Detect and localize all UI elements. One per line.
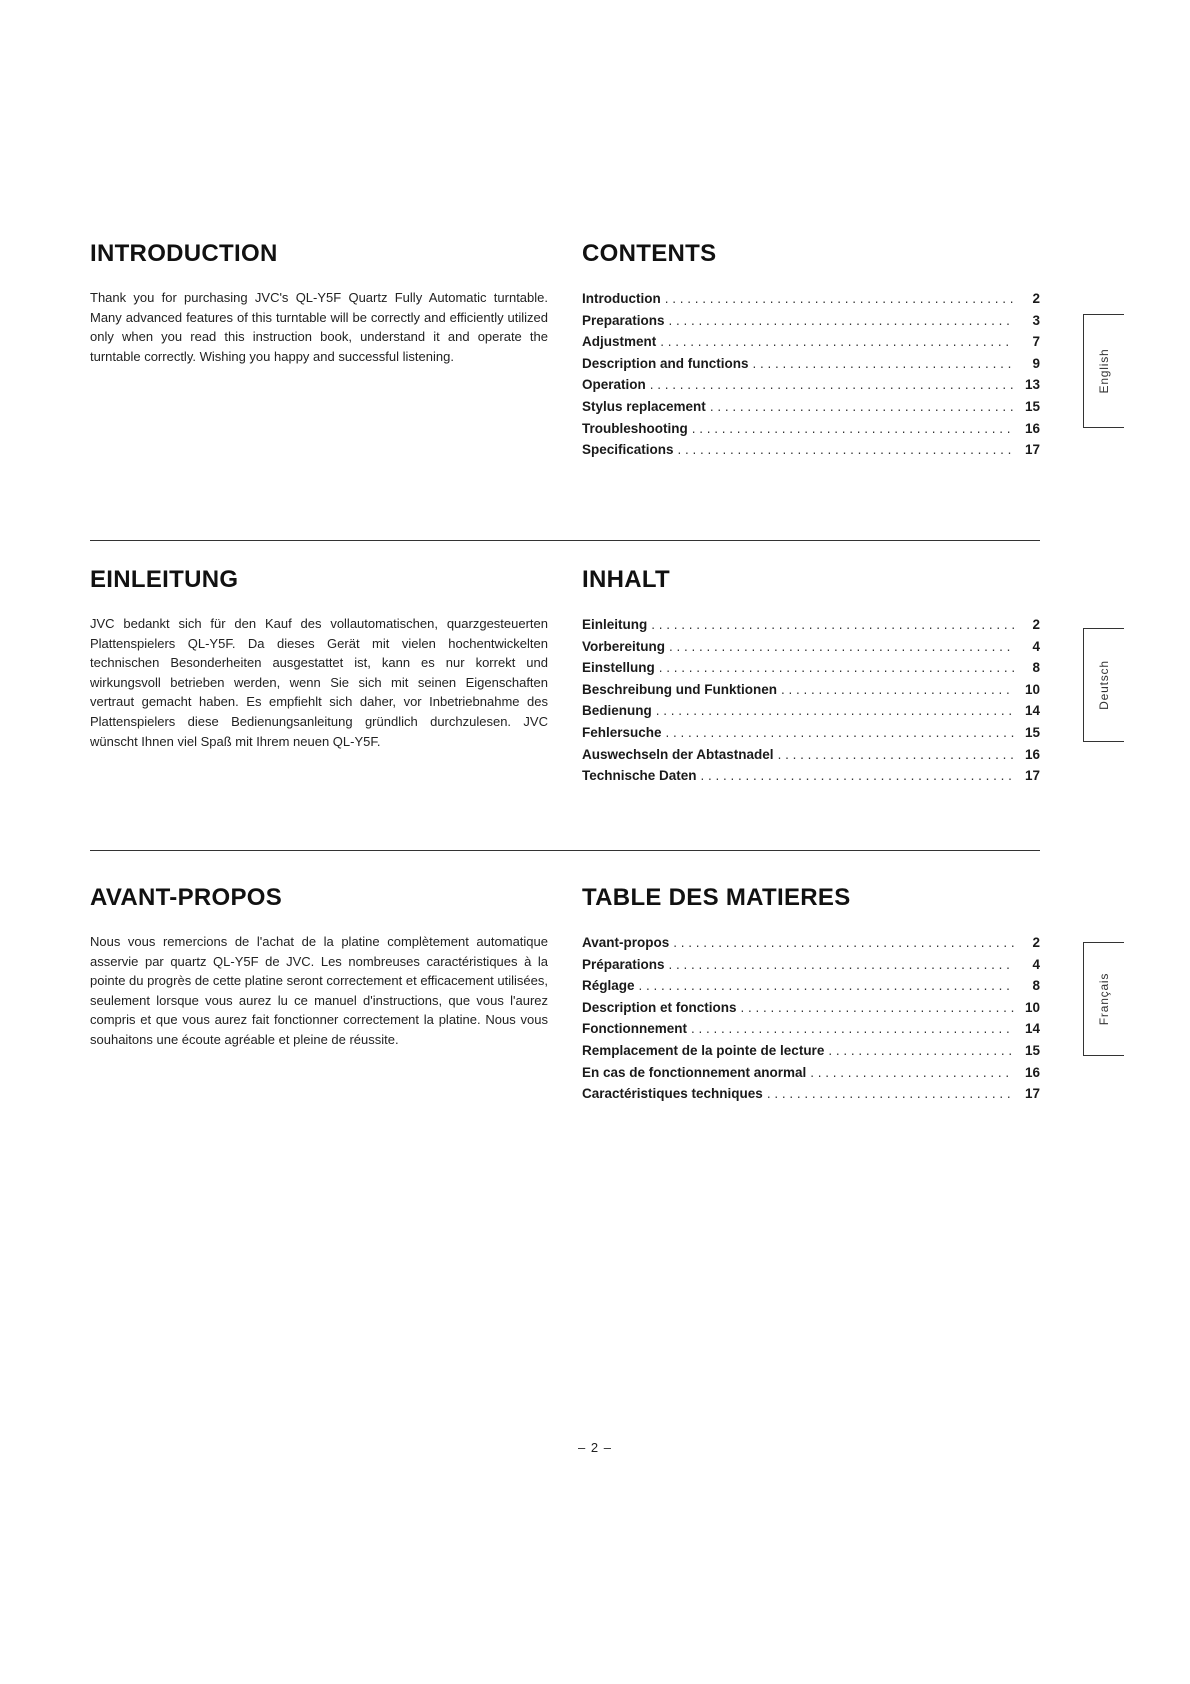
toc-entry[interactable]: Avant-propos . . . 2 xyxy=(582,932,1040,954)
table-des-matieres-heading: TABLE DES MATIERES xyxy=(582,884,851,911)
toc-entry[interactable]: Troubleshooting . . . 16 xyxy=(582,418,1040,440)
toc-entry[interactable]: En cas de fonctionnement anormal . . . 16 xyxy=(582,1062,1040,1084)
toc-entry[interactable]: Stylus replacement . . . 15 xyxy=(582,396,1040,418)
toc-entry[interactable]: Description and functions . . . 9 xyxy=(582,353,1040,375)
table-des-matieres-column xyxy=(582,884,1040,1105)
toc-entry[interactable]: Vorbereitung . . . 4 xyxy=(582,636,1040,658)
inhalt-list xyxy=(582,614,1040,787)
section-divider xyxy=(90,850,1040,851)
toc-entry[interactable]: Remplacement de la pointe de lecture . . . 15 xyxy=(582,1040,1040,1062)
toc-entry[interactable]: Description et fonctions . . . 10 xyxy=(582,997,1040,1019)
toc-entry[interactable]: Einleitung . . . 2 xyxy=(582,614,1040,636)
toc-entry[interactable]: Einstellung . . . 8 xyxy=(582,657,1040,679)
toc-entry[interactable]: Bedienung . . . 14 xyxy=(582,700,1040,722)
page-number: – 2 – xyxy=(578,1440,612,1455)
avant-propos-column xyxy=(90,884,548,1050)
section-divider xyxy=(90,540,1040,541)
language-tab-label: Deutsch xyxy=(1097,660,1111,710)
contents-heading: CONTENTS xyxy=(582,240,717,267)
introduction-column xyxy=(90,240,548,366)
toc-entry[interactable]: Réglage . . . 8 xyxy=(582,975,1040,997)
toc-entry[interactable]: Beschreibung und Funktionen . . . 10 xyxy=(582,679,1040,701)
toc-entry[interactable]: Fonctionnement . . . 14 xyxy=(582,1018,1040,1040)
table-des-matieres-list xyxy=(582,932,1040,1105)
einleitung-text: JVC bedankt sich für den Kauf des vollautomatischen, quarzgesteuerten Plattenspielers QL-Y5F. Da dieses Gerät mit vielen hochentwickelten technischen Besonderheiten ausgestattet ist, kann es nur korrekt und wirkungsvoll betrieben werden, wenn Sie sich mit seinen Eigenschaften vertraut gemacht haben. Es empfiehlt sich daher, vor Inbetriebnahme des Plattenspielers diese Bedienungsanleitung gründlich durchzulesen. JVC wünscht Ihnen viel Spaß mit Ihrem neuen QL-Y5F. xyxy=(90,616,548,749)
einleitung-heading: EINLEITUNG xyxy=(90,566,239,593)
toc-entry[interactable]: Technische Daten . . . 17 xyxy=(582,765,1040,787)
language-tab-label: Français xyxy=(1097,972,1111,1026)
inhalt-heading: INHALT xyxy=(582,566,671,593)
toc-entry[interactable]: Auswechseln der Abtastnadel . . . 16 xyxy=(582,744,1040,766)
toc-entry[interactable]: Adjustment . . . 7 xyxy=(582,331,1040,353)
toc-entry[interactable]: Introduction . . . 2 xyxy=(582,288,1040,310)
language-tab-deutsch[interactable] xyxy=(1083,628,1124,742)
introduction-text: Thank you for purchasing JVC's QL-Y5F Quartz Fully Automatic turntable. Many advanced features of this turntable will be correctly and efficiently utilized only when you read this instruction book, understand it and operate the turntable correctly. Wishing you happy and successful listening. xyxy=(90,290,548,364)
toc-entry[interactable]: Fehlersuche . . . 15 xyxy=(582,722,1040,744)
toc-entry[interactable]: Specifications . . . 17 xyxy=(582,439,1040,461)
avant-propos-text: Nous vous remercions de l'achat de la platine complètement automatique asservie par quartz QL-Y5F de JVC. Les nombreuses caractéristiques à la pointe du progrès de cette platine seront correctement et efficacement utilisées, seulement lorsque vous aurez lu ce manuel d'instructions, que vous l'aurez compris et que vous aurez fait fonctionner correctement la platine. Nous vous souhaitons une écoute agréable et pleine de réussite. xyxy=(90,934,548,1047)
toc-entry[interactable]: Caractéristiques techniques . . . 17 xyxy=(582,1083,1040,1105)
toc-entry[interactable]: Operation . . . 13 xyxy=(582,374,1040,396)
contents-column xyxy=(582,240,1040,461)
language-tab-francais[interactable] xyxy=(1083,942,1124,1056)
avant-propos-heading: AVANT-PROPOS xyxy=(90,884,283,911)
introduction-heading: INTRODUCTION xyxy=(90,240,278,267)
contents-list xyxy=(582,288,1040,461)
einleitung-column xyxy=(90,566,548,751)
language-tab-label: English xyxy=(1097,348,1111,394)
toc-entry[interactable]: Préparations . . . 4 xyxy=(582,954,1040,976)
toc-entry[interactable]: Preparations . . . 3 xyxy=(582,310,1040,332)
inhalt-column xyxy=(582,566,1040,787)
language-tab-english[interactable] xyxy=(1083,314,1124,428)
